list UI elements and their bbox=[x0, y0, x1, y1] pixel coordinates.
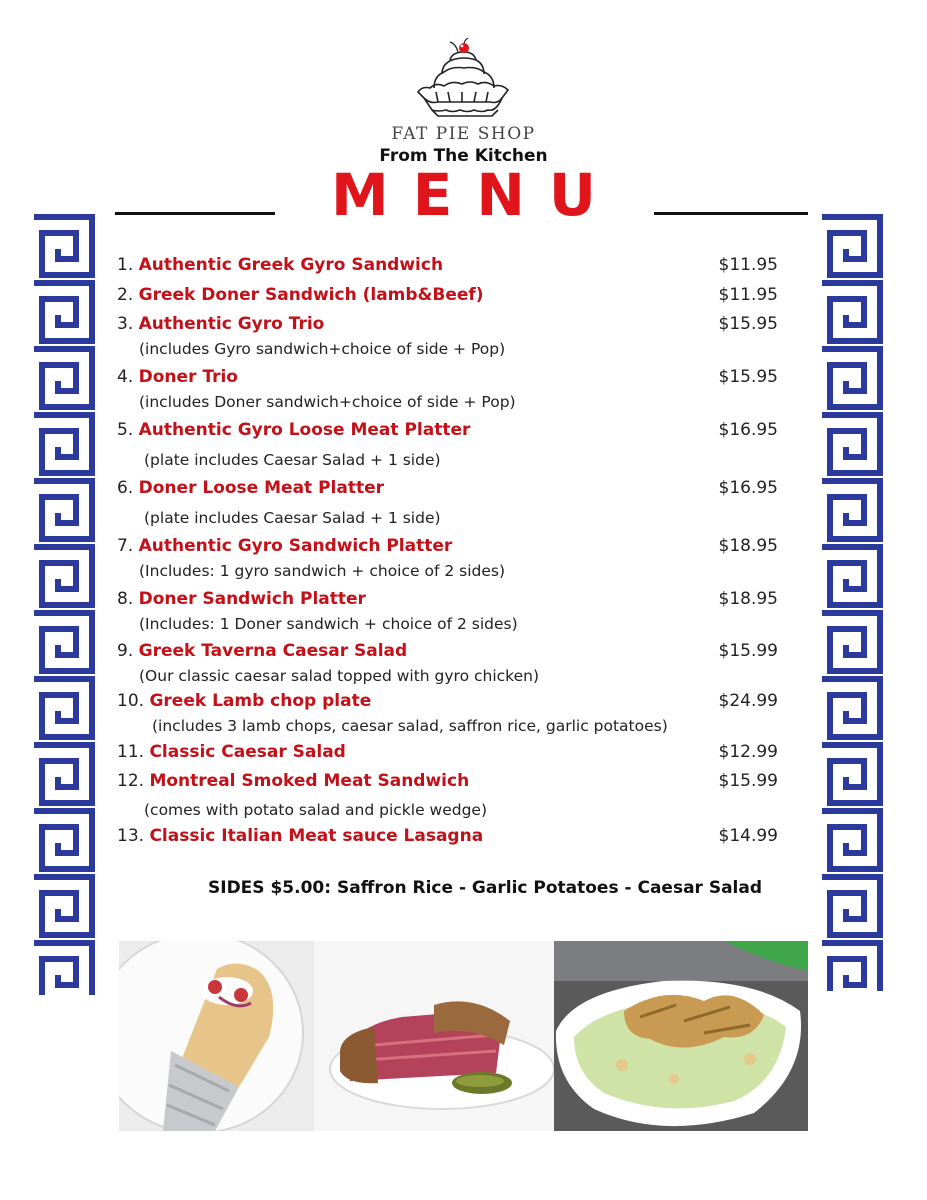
item-price: $11.95 bbox=[718, 285, 778, 305]
item-name: Greek Doner Sandwich (lamb&Beef) bbox=[138, 285, 484, 305]
item-price: $15.95 bbox=[718, 367, 778, 387]
item-number: 6. bbox=[117, 478, 134, 498]
item-number: 13. bbox=[117, 826, 145, 846]
item-price: $16.95 bbox=[718, 478, 778, 498]
item-number: 5. bbox=[117, 420, 134, 440]
item-name: Greek Lamb chop plate bbox=[149, 691, 372, 711]
item-number: 8. bbox=[117, 589, 134, 609]
item-description: (plate includes Caesar Salad + 1 side) bbox=[144, 451, 441, 469]
menu-item bbox=[117, 640, 782, 662]
item-description: (plate includes Caesar Salad + 1 side) bbox=[144, 509, 441, 527]
menu-item bbox=[117, 535, 782, 557]
item-name: Authentic Greek Gyro Sandwich bbox=[138, 255, 444, 275]
menu-item bbox=[117, 588, 782, 610]
item-name: Montreal Smoked Meat Sandwich bbox=[149, 771, 470, 791]
item-number: 3. bbox=[117, 314, 134, 334]
item-number: 12. bbox=[117, 771, 145, 791]
item-name: Doner Loose Meat Platter bbox=[138, 478, 385, 498]
item-description: (includes Doner sandwich+choice of side + Pop) bbox=[139, 393, 516, 411]
cake-logo-icon bbox=[412, 38, 516, 126]
item-name: Doner Trio bbox=[138, 367, 238, 387]
menu-item bbox=[117, 770, 782, 792]
item-name: Classic Italian Meat sauce Lasagna bbox=[149, 826, 484, 846]
menu-item bbox=[117, 741, 782, 763]
page-title: MENU bbox=[331, 161, 620, 229]
item-price: $18.95 bbox=[718, 536, 778, 556]
item-description: (includes Gyro sandwich+choice of side + Pop) bbox=[139, 340, 506, 358]
item-price: $12.99 bbox=[718, 742, 778, 762]
item-name: Authentic Gyro Sandwich Platter bbox=[138, 536, 453, 556]
item-name: Greek Taverna Caesar Salad bbox=[138, 641, 408, 661]
item-price: $18.95 bbox=[718, 589, 778, 609]
menu-item bbox=[117, 825, 782, 847]
item-price: $15.99 bbox=[718, 771, 778, 791]
item-name: Classic Caesar Salad bbox=[149, 742, 346, 762]
item-price: $24.99 bbox=[718, 691, 778, 711]
item-price: $14.99 bbox=[718, 826, 778, 846]
item-name: Authentic Gyro Trio bbox=[138, 314, 325, 334]
menu-item bbox=[117, 419, 782, 441]
menu-item bbox=[117, 284, 782, 306]
sides-note: SIDES $5.00: Saffron Rice - Garlic Potatoes - Caesar Salad bbox=[208, 878, 763, 898]
item-description: (comes with potato salad and pickle wedge) bbox=[144, 801, 488, 819]
item-number: 1. bbox=[117, 255, 134, 275]
item-number: 7. bbox=[117, 536, 134, 556]
item-number: 11. bbox=[117, 742, 145, 762]
item-price: $16.95 bbox=[718, 420, 778, 440]
menu-item bbox=[117, 313, 782, 335]
caesar-salad-photo bbox=[554, 941, 808, 1131]
item-description: (Includes: 1 gyro sandwich + choice of 2 sides) bbox=[139, 562, 505, 580]
menu-item bbox=[117, 366, 782, 388]
item-description: (Our classic caesar salad topped with gyro chicken) bbox=[139, 667, 539, 685]
item-price: $15.99 bbox=[718, 641, 778, 661]
item-number: 10. bbox=[117, 691, 145, 711]
smoked-meat-sandwich-photo bbox=[314, 941, 554, 1131]
gyro-photo bbox=[119, 941, 314, 1131]
greek-key-border-left bbox=[30, 213, 96, 995]
item-number: 2. bbox=[117, 285, 134, 305]
page-subtitle: From The Kitchen bbox=[379, 146, 548, 166]
item-price: $15.95 bbox=[718, 314, 778, 334]
item-number: 9. bbox=[117, 641, 134, 661]
menu-item bbox=[117, 254, 782, 276]
item-description: (includes 3 lamb chops, caesar salad, saffron rice, garlic potatoes) bbox=[152, 717, 668, 735]
item-number: 4. bbox=[117, 367, 134, 387]
shop-name: FAT PIE SHOP bbox=[391, 124, 536, 144]
item-price: $11.95 bbox=[718, 255, 778, 275]
item-description: (Includes: 1 Doner sandwich + choice of 2 sides) bbox=[139, 615, 518, 633]
title-rule-left bbox=[115, 212, 275, 215]
menu-item bbox=[117, 477, 782, 499]
greek-key-border-right bbox=[818, 213, 884, 991]
menu-item bbox=[117, 690, 782, 712]
item-name: Doner Sandwich Platter bbox=[138, 589, 366, 609]
item-name: Authentic Gyro Loose Meat Platter bbox=[138, 420, 471, 440]
title-rule-right bbox=[654, 212, 808, 215]
